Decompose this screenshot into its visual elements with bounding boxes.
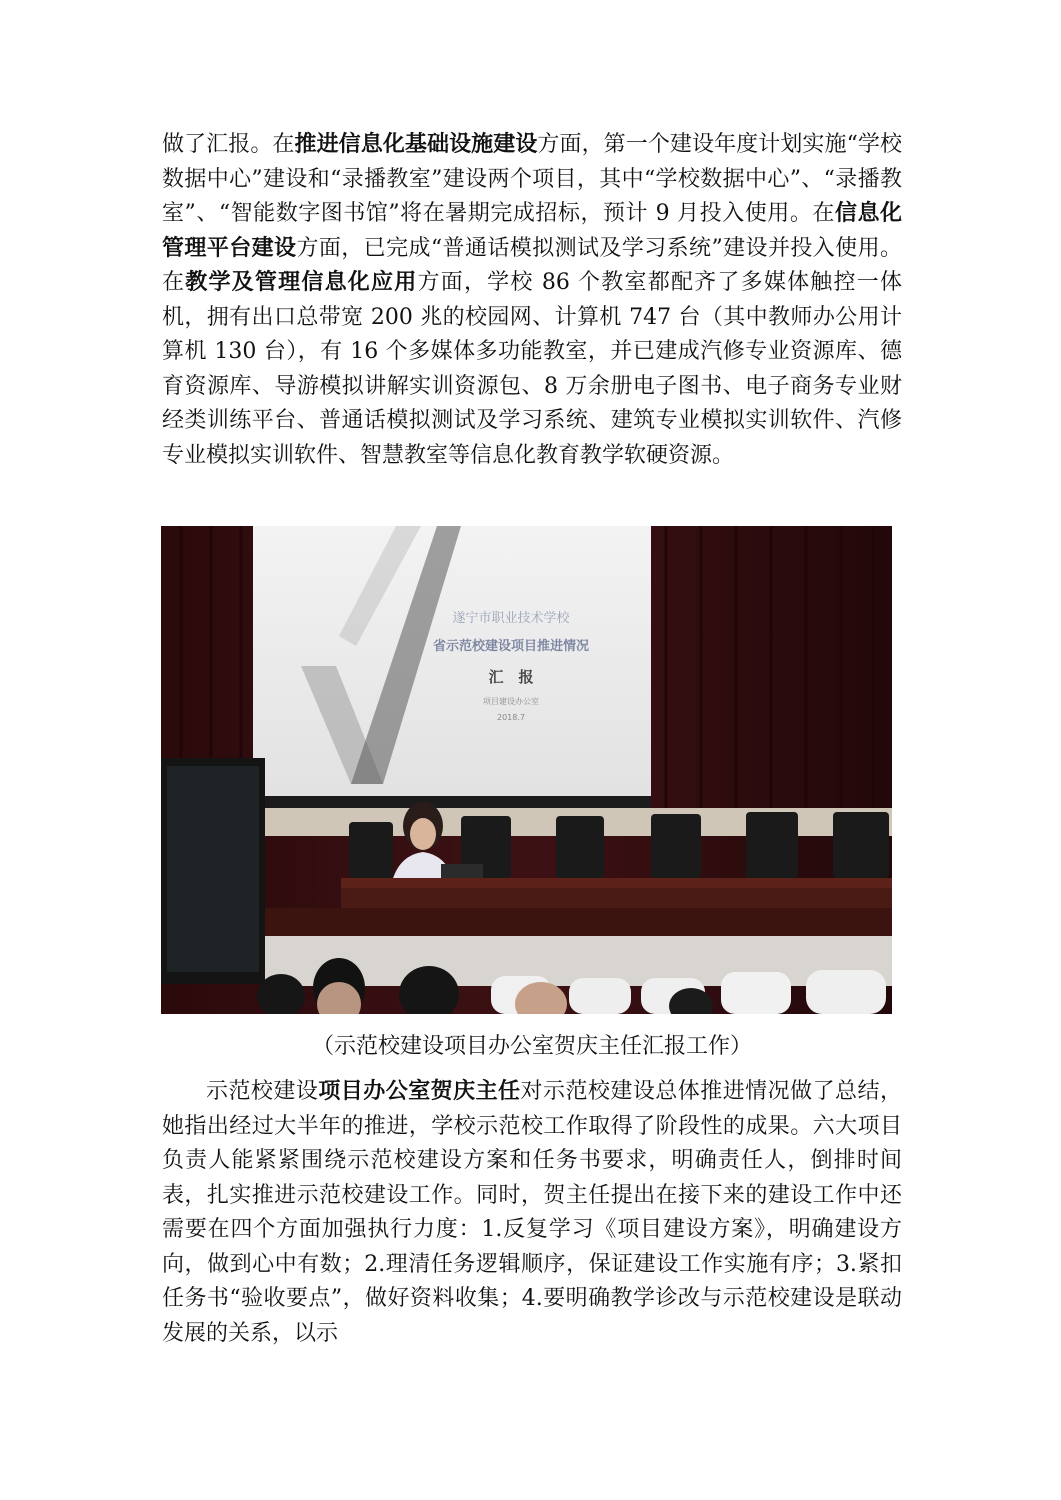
text-run: 方面，已完成“普通话模拟测试及学习系统”建设并投入使用。在 xyxy=(162,235,902,295)
screen-office: 项目建设办公室 xyxy=(483,697,539,706)
bold-heading-application: 教学及管理信息化应用 xyxy=(185,270,418,295)
bold-heading-infrastructure: 推进信息化基础设施建设 xyxy=(294,132,538,157)
text-run: 方面，学校 86 个教室都配齐了多媒体触控一体机，拥有出口总带宽 200 兆的校园网、计算机 747 台（其中教师办公用计算机 130 台），有 16 个多媒体多功能教室，并已建成汽修专业资源库、德育资源库、导游模拟讲解实训资源包、8 万余册电子图书、电子商务专业财经类训练平台、普通话模拟测试及学习系统、建筑专业模拟实训软件、汽修专业模拟实训软件、智慧教室等信息化教育教学软硬资源。 xyxy=(162,270,902,468)
paragraph-informatization xyxy=(162,128,902,473)
text-run: 示范校建设 xyxy=(206,1079,319,1104)
screen-title: 省示范校建设项目推进情况 xyxy=(432,639,590,654)
bold-office-director: 项目办公室贺庆主任 xyxy=(318,1079,521,1104)
photo-caption: （示范校建设项目办公室贺庆主任汇报工作） xyxy=(311,1034,752,1059)
paragraph-summary xyxy=(162,1075,902,1351)
text-run: 做了汇报。在 xyxy=(162,132,295,157)
screen-date: 2018.7 xyxy=(497,713,525,722)
text-run: 方面，第一个建设年度计划实施“学校数据中心”建设和“录播教室”建设两个项目，其中“学校数据中心”、“录播教室”、“智能数字图书馆”将在暑期完成招标，预计 9 月投入使用。在 xyxy=(162,132,902,226)
meeting-photo xyxy=(161,526,892,1014)
bold-heading-platform: 信息化管理平台建设 xyxy=(162,201,902,261)
text-run: 对示范校建设总体推进情况做了总结，她指出经过大半年的推进，学校示范校工作取得了阶段性的成果。六大项目负责人能紧紧围绕示范校建设方案和任务书要求，明确责任人，倒排时间表，扎实推进示范校建设工作。同时，贺主任提出在接下来的建设工作中还需要在四个方面加强执行力度：1.反复学习《项目建设方案》，明确建设方向，做到心中有数；2.理清任务逻辑顺序，保证建设工作实施有序；3.紧扣任务书“验收要点”，做好资料收集；4.要明确教学诊改与示范校建设是联动发展的关系，以示 xyxy=(162,1079,902,1346)
screen-report: 汇 报 xyxy=(488,668,534,686)
screen-school-name: 遂宁市职业技术学校 xyxy=(452,611,570,626)
